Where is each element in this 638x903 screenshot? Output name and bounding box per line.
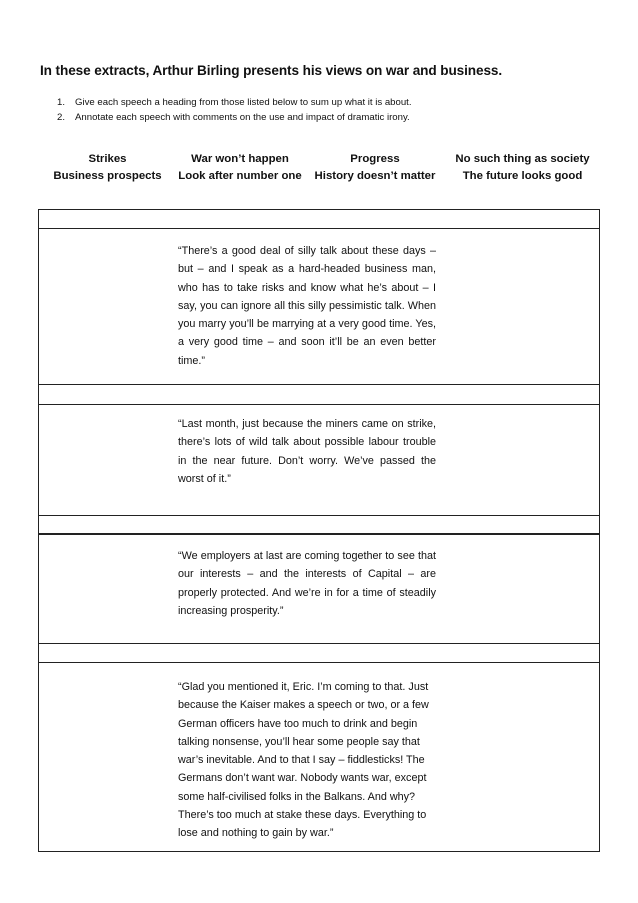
heading-options: [40, 151, 600, 185]
heading-option: Progress: [350, 153, 400, 165]
instruction-number: 2.: [57, 112, 66, 123]
heading-option: The future looks good: [462, 170, 583, 182]
instruction-item: [57, 95, 617, 110]
speech-heading-field[interactable]: [39, 644, 599, 663]
instruction-number: 1.: [57, 97, 66, 108]
speech-text: “Last month, just because the miners came on strike, there’s lots of wild talk about possible labour trouble in the near future. Don’t worry. We’ve passed the worst of it.”: [178, 418, 436, 485]
instructions-list: [57, 95, 617, 125]
speech-text: “We employers at last are coming together to see that our interests – and the interests of Capital – are properly protected. And we’re in for a time of steadily increasing prosperity.”: [178, 550, 436, 617]
heading-option: History doesn’t matter: [314, 170, 436, 182]
speech-heading-field[interactable]: [39, 210, 599, 229]
speech-text: “Glad you mentioned it, Eric. I’m coming to that. Just because the Kaiser makes a speech or two, or a few German officers have too much to drink and begin talking nonsense, you’ll hear some people say that war’s inevitable. And to that I say – fiddlesticks! The Germans don’t want war. Nobody wants war, except some half-civilised folks in the Balkans. And why? There’s too much at stake these days. Everything to lose and nothing to gain by war.”: [178, 681, 429, 840]
heading-option: Business prospects: [53, 170, 162, 182]
instruction-text: Give each speech a heading from those listed below to sum up what it is about.: [75, 97, 412, 108]
heading-option: No such thing as society: [455, 153, 590, 165]
speech-heading-field[interactable]: [39, 516, 599, 535]
heading-option: War won’t happen: [191, 153, 289, 165]
speech-heading-field[interactable]: [39, 385, 599, 405]
heading-option: Strikes: [88, 153, 127, 165]
speech-text: “There’s a good deal of silly talk about these days – but – and I speak as a hard-headed business man, who has to take risks and know what he’s about – I say, you can ignore all this silly pessimistic talk. When you marry you’ll be marrying at a very good time. Yes, a very good time – and soon it’ll be an even better time.”: [178, 245, 436, 367]
page-title: In these extracts, Arthur Birling presents his views on war and business.: [40, 63, 503, 78]
instruction-text: Annotate each speech with comments on the use and impact of dramatic irony.: [75, 112, 410, 123]
instruction-item: [57, 110, 617, 125]
heading-option: Look after number one: [178, 170, 302, 182]
